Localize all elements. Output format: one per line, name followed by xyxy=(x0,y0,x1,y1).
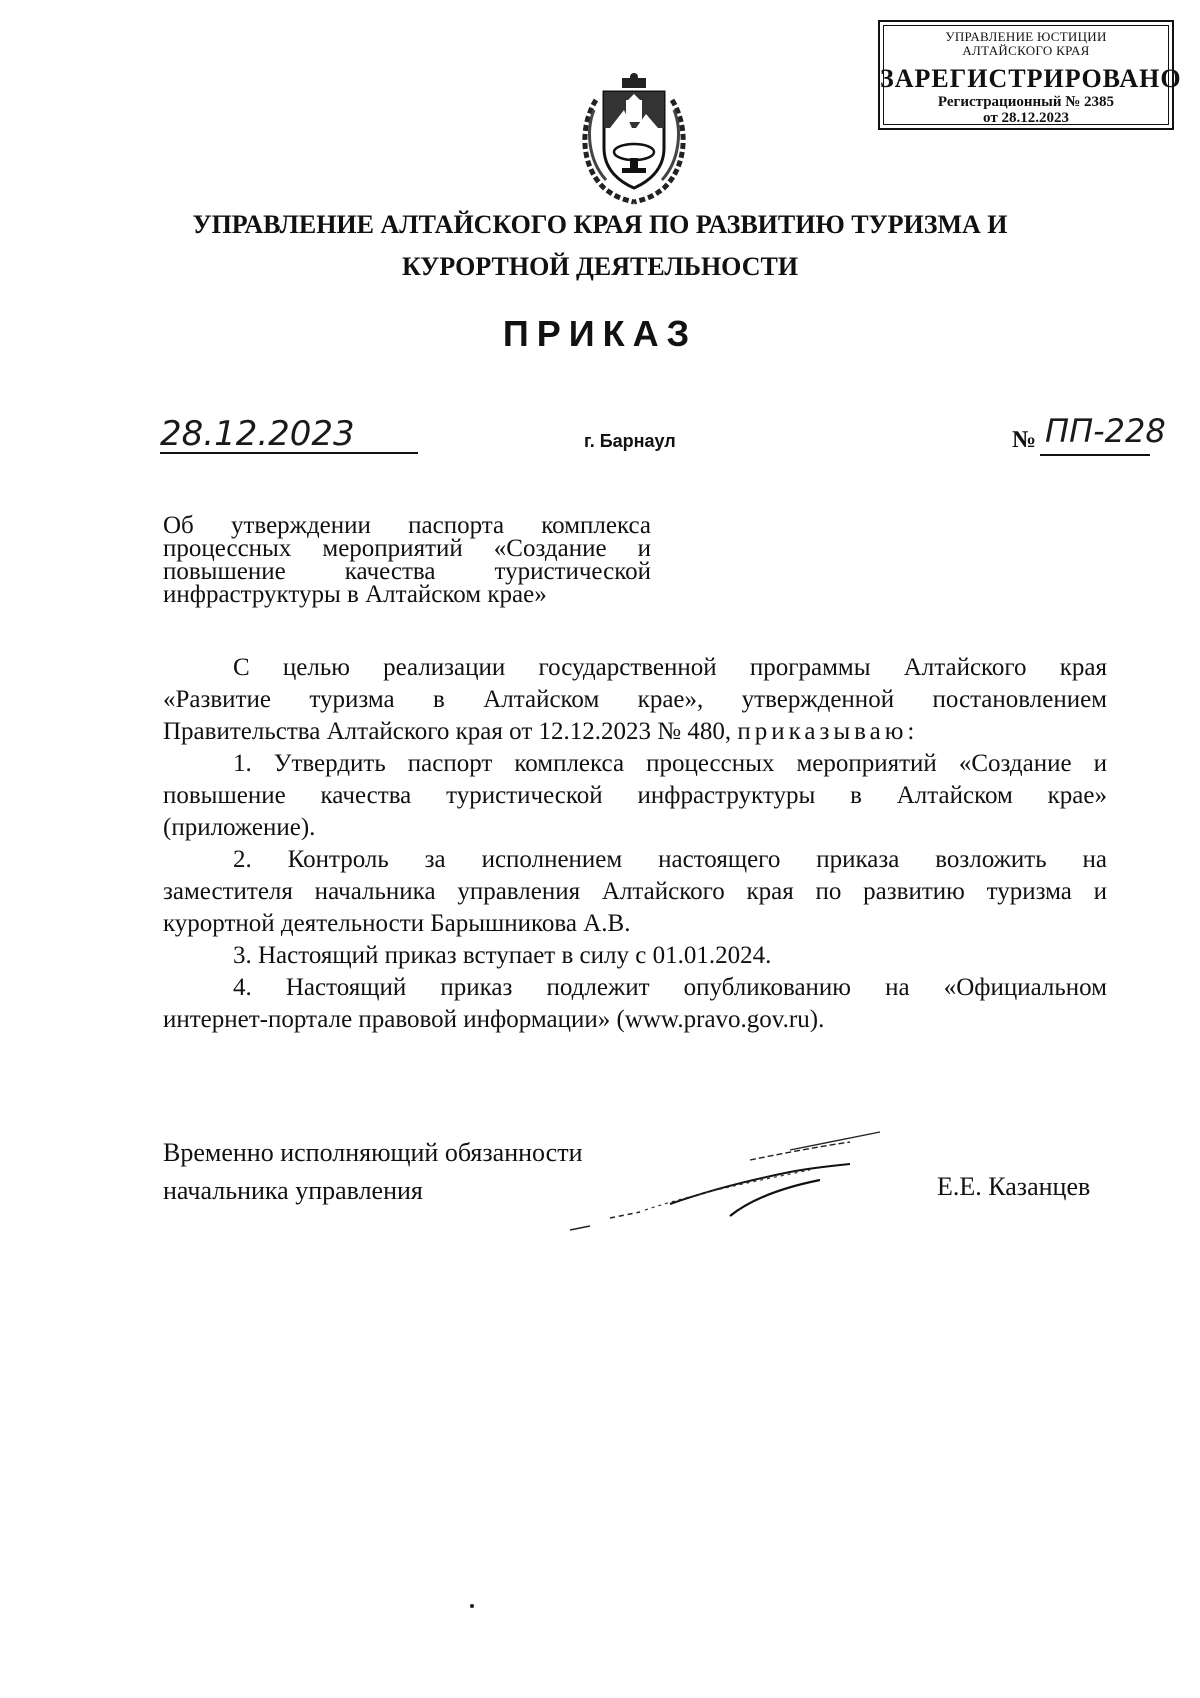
order-body xyxy=(163,652,1107,1036)
number-label: № xyxy=(1012,427,1037,453)
stamp-reg-number: Регистрационный № 2385 xyxy=(937,94,1115,110)
stamp-reg-date: от 28.12.2023 xyxy=(983,110,1069,126)
date-underline xyxy=(160,452,418,454)
item-3-line: 3. Настоящий приказ вступает в силу с 01.01.2024. xyxy=(233,942,772,969)
signatory-name: Е.Е. Казанцев xyxy=(937,1172,1091,1201)
coat-of-arms-emblem xyxy=(574,70,694,206)
item-1-line: (приложение). xyxy=(163,814,316,841)
handwritten-date: 28.12.2023 xyxy=(160,414,355,454)
city: г. Барнаул xyxy=(584,431,676,451)
preamble-text: Правительства Алтайского края от 12.12.2023 № 480, xyxy=(163,718,732,745)
stamp-org-line1: УПРАВЛЕНИЕ ЮСТИЦИИ xyxy=(945,29,1107,44)
order-verb: приказываю: xyxy=(737,718,919,745)
stamp-org-line2: АЛТАЙСКОГО КРАЯ xyxy=(962,43,1090,58)
item-4-line: 4. Настоящий приказ подлежит опубликованию на «Официальном xyxy=(233,974,1107,1001)
number-underline xyxy=(1040,454,1150,456)
registration-stamp xyxy=(878,20,1182,130)
subject-line: инфраструктуры в Алтайском крае» xyxy=(163,581,547,608)
subject-line: повышение качества туристической xyxy=(163,558,651,585)
item-2-line: заместителя начальника управления Алтайского края по развитию туризма и xyxy=(163,878,1107,905)
agency-name-line1: УПРАВЛЕНИЕ АЛТАЙСКОГО КРАЯ ПО РАЗВИТИЮ ТУРИЗМА И xyxy=(192,210,1008,239)
scan-dot xyxy=(470,1604,474,1608)
handwritten-number: ПП-228 xyxy=(1045,412,1166,450)
subject-line: Об утверждении паспорта комплекса xyxy=(163,512,651,539)
document-title: ПРИКАЗ xyxy=(502,313,698,354)
signatory-role xyxy=(163,1134,583,1210)
preamble-line: С целью реализации государственной программы Алтайского края xyxy=(233,654,1107,681)
signatory-role-line1: Временно исполняющий обязанности xyxy=(163,1138,583,1167)
preamble-line xyxy=(163,716,1107,748)
item-4-line: интернет-портале правовой информации» (www.pravo.gov.ru). xyxy=(163,1006,825,1033)
signatory-role-line2: начальника управления xyxy=(163,1176,423,1205)
item-1-line: 1. Утвердить паспорт комплекса процессных мероприятий «Создание и xyxy=(233,750,1107,777)
agency-name-line2: КУРОРТНОЙ ДЕЯТЕЛЬНОСТИ xyxy=(401,252,799,281)
preamble-line: «Развитие туризма в Алтайском крае», утвержденной постановлением xyxy=(163,686,1107,713)
item-2-line: 2. Контроль за исполнением настоящего приказа возложить на xyxy=(233,846,1107,873)
stamp-status: ЗАРЕГИСТРИРОВАНО xyxy=(880,64,1182,93)
item-1-line: повышение качества туристической инфраструктуры в Алтайском крае» xyxy=(163,782,1107,809)
handwritten-signature xyxy=(550,1120,900,1240)
subject-line: процессных мероприятий «Создание и xyxy=(163,535,651,562)
item-2-line: курортной деятельности Барышникова А.В. xyxy=(163,910,631,937)
order-subject xyxy=(163,514,651,606)
